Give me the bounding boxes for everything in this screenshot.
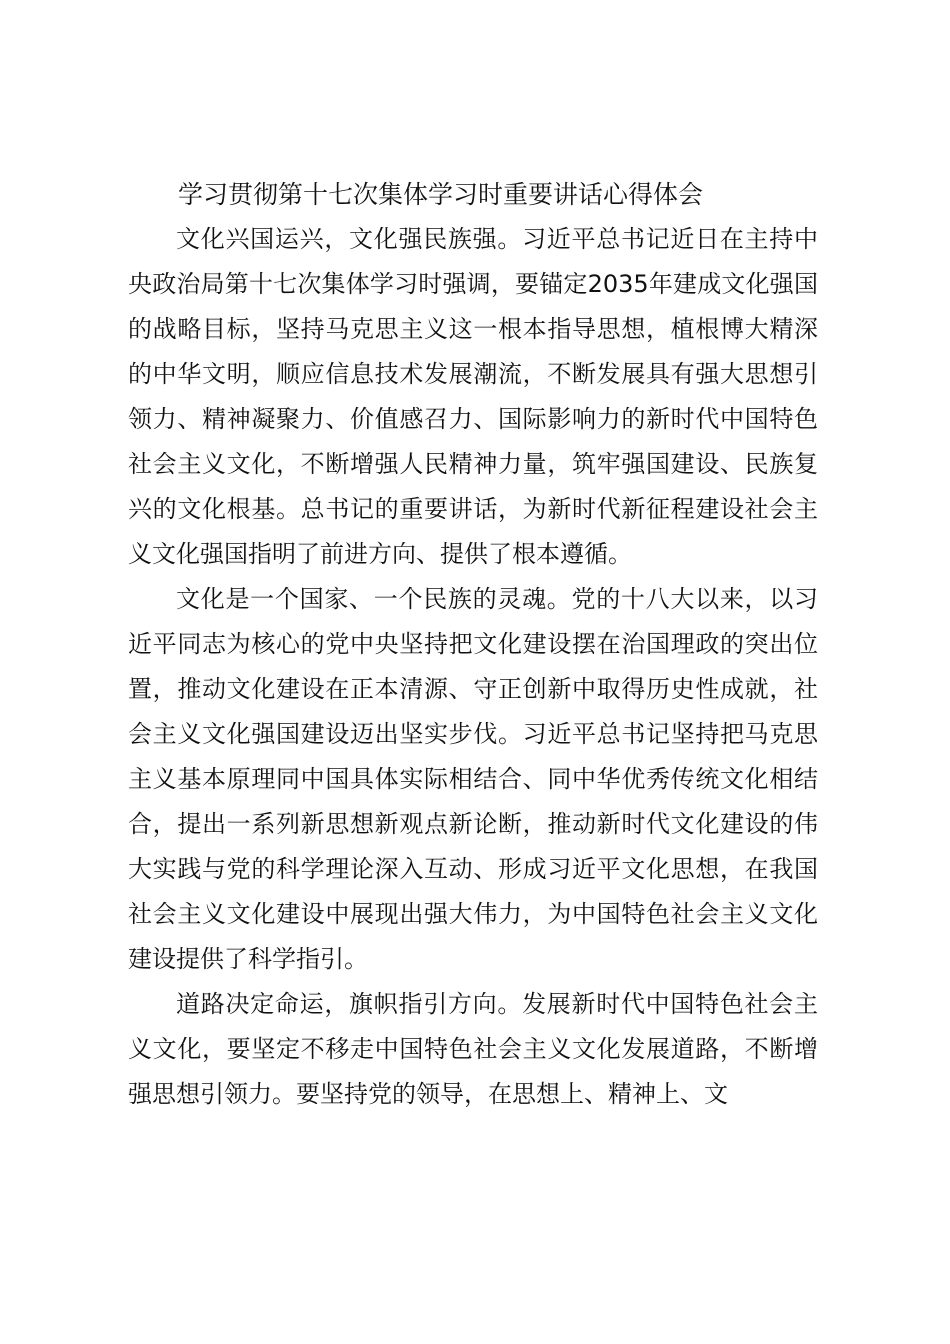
document-page <box>128 172 818 1117</box>
paragraph-2: 文化是一个国家、一个民族的灵魂。党的十八大以来，以习近平同志为核心的党中央坚持把文化建设摆在治国理政的突出位置，推动文化建设在正本清源、守正创新中取得历史性成就，社会主义文化强国建设迈出坚实步伐。习近平总书记坚持把马克思主义基本原理同中国具体实际相结合、同中华优秀传统文化相结合，提出一系列新思想新观点新论断，推动新时代文化建设的伟大实践与党的科学理论深入互动、形成习近平文化思想，在我国社会主义文化建设中展现出强大伟力，为中国特色社会主义文化建设提供了科学指引。 <box>128 585 818 973</box>
paragraph-1: 文化兴国运兴，文化强民族强。习近平总书记近日在主持中央政治局第十七次集体学习时强调，要锚定2035年建成文化强国的战略目标，坚持马克思主义这一根本指导思想，植根博大精深的中华文明，顺应信息技术发展潮流，不断发展具有强大思想引领力、精神凝聚力、价值感召力、国际影响力的新时代中国特色社会主义文化，不断增强人民精神力量，筑牢强国建设、民族复兴的文化根基。总书记的重要讲话，为新时代新征程建设社会主义文化强国指明了前进方向、提供了根本遵循。 <box>128 225 818 568</box>
paragraph-3: 道路决定命运，旗帜指引方向。发展新时代中国特色社会主义文化，要坚定不移走中国特色社会主义文化发展道路，不断增强思想引领力。要坚持党的领导，在思想上、精神上、文 <box>128 990 818 1108</box>
document-title: 学习贯彻第十七次集体学习时重要讲话心得体会 <box>178 180 704 209</box>
